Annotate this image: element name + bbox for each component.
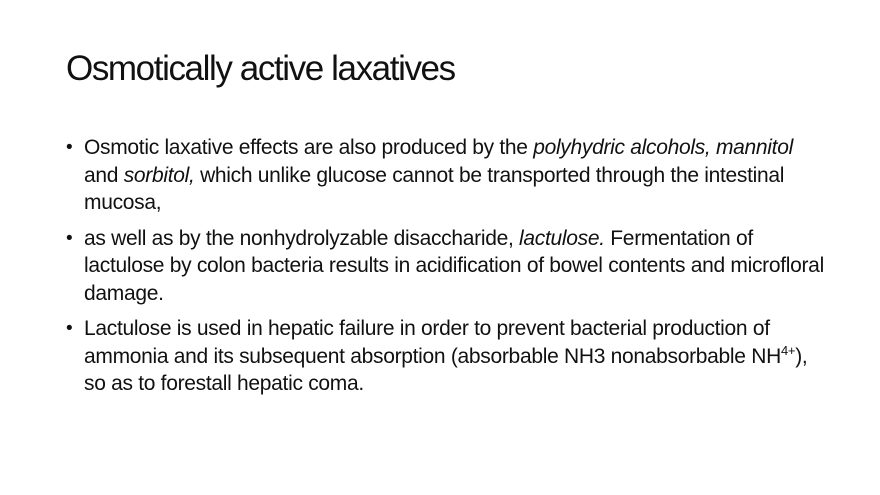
bullet-text-segment: and (84, 163, 124, 187)
bullet-item (66, 225, 826, 308)
bullet-text-italic: sorbitol, (123, 163, 195, 187)
bullet-icon: • (66, 137, 73, 158)
bullet-item (66, 134, 826, 217)
bullet-text-segment: ), so as to forestall hepatic coma. (84, 344, 808, 395)
bullet-icon: • (66, 318, 73, 339)
bullet-text-italic: polyhydric alcohols, mannitol (533, 136, 793, 159)
bullet-text-segment: as well as by the nonhydrolyzable disaccharide, (84, 226, 520, 250)
slide-title: Osmotically active laxatives (66, 49, 455, 88)
bullet-item (66, 315, 826, 398)
bullet-list (66, 134, 826, 406)
bullet-icon: • (66, 227, 73, 249)
bullet-text-segment: which unlike glucose cannot be transported through the intestinal mucosa, (84, 163, 785, 214)
superscript-charge: 4+ (780, 342, 796, 358)
bullet-text-segment: Lactulose is used in hepatic failure in order to prevent bacterial production of ammonia and its subsequent absorption (absorbable NH3 nonabsorbable NH (84, 317, 781, 368)
bullet-text-segment: Osmotic laxative effects are also produced by the (84, 136, 534, 159)
bullet-text-italic: lactulose. (519, 226, 605, 250)
bullet-text-segment: Fermentation of lactulose by colon bacteria results in acidification of bowel contents and microfloral damage. (84, 226, 824, 305)
